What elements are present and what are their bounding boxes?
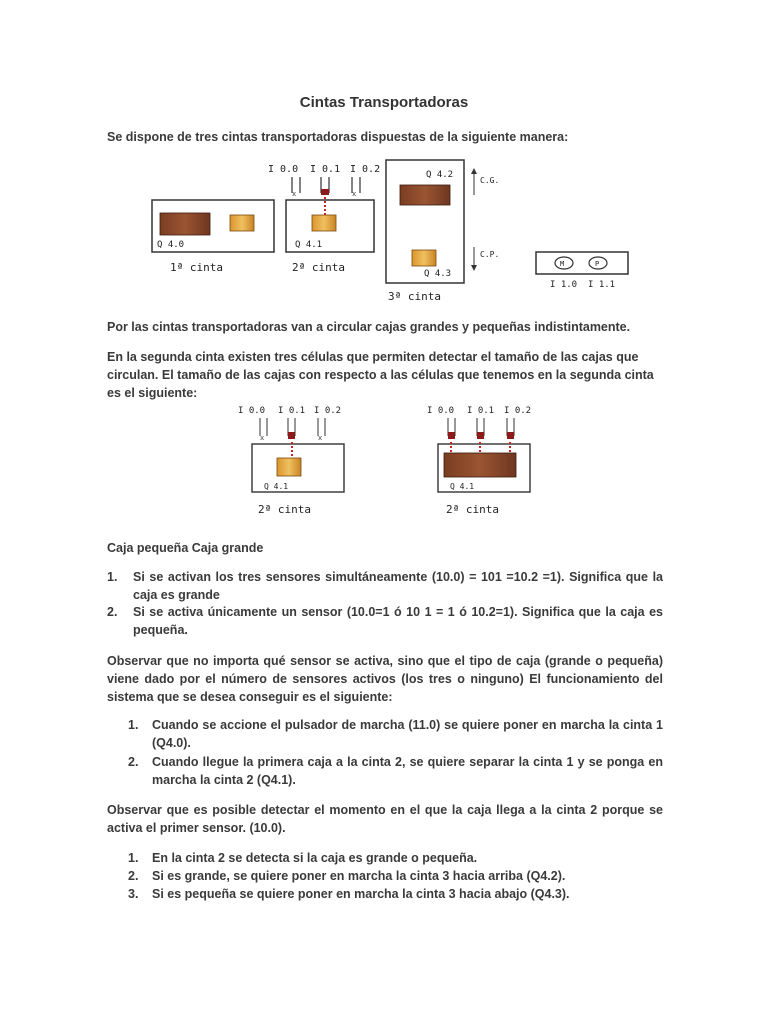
fig2-big-belt-label: 2ª cinta [446, 503, 499, 516]
paragraph-cells: En la segunda cinta existen tres células que permiten detectar el tamaño de las cajas que circulan. El tamaño de las cajas con respecto a las células que tenemos en la segunda cinta es el siguiente: [107, 350, 654, 400]
small-box [277, 458, 301, 476]
cp-label: C.P. [480, 250, 500, 259]
fig2-big-output: Q 4.1 [450, 482, 475, 491]
big-box [160, 213, 210, 235]
belt1-output-label: Q 4.0 [157, 240, 185, 250]
svg-text:x: x [260, 434, 265, 442]
small-box [412, 250, 436, 266]
belt3-label: 3ª cinta [388, 290, 441, 303]
list-item: 1. Si se activan los tres sensores simultáneamente (10.0) = 101 =10.2 =1). Significa que la caja es grande [107, 570, 663, 602]
list-item: 3. Si es pequeña se quiere poner en marcha la cinta 3 hacia abajo (Q4.3). [128, 887, 570, 901]
start-button-label: M [560, 260, 565, 268]
small-box-case [238, 406, 344, 516]
fig2-sensor-label-i02: I 0.2 [314, 406, 342, 416]
box-size-diagram [230, 400, 550, 525]
big-box [444, 453, 516, 477]
sensor-label-i02: I 0.2 [350, 164, 381, 175]
list-item: 2. Cuando llegue la primera caja a la cinta 2, se quiere separar la cinta 1 y se ponga en marcha la cinta 2 (Q4.1). [128, 755, 663, 787]
paragraph-boxes: Por las cintas transportadoras van a circular cajas grandes y pequeñas indistintamente. [107, 320, 631, 334]
fig2b-sensor-label-i00: I 0.0 [427, 406, 455, 416]
fig2-small-belt-label: 2ª cinta [258, 503, 311, 516]
fig2b-sensor-label-i02: I 0.2 [504, 406, 532, 416]
list-item: 2. Si se activa únicamente un sensor (10.0=1 ó 10 1 = 1 ó 10.2=1). Significa que la caja es pequeña. [107, 605, 663, 637]
control-panel [536, 252, 628, 290]
page-title: Cintas Transportadoras [299, 94, 469, 111]
belt1-label: 1ª cinta [170, 261, 223, 274]
input-p-label: I 1.1 [588, 280, 616, 290]
small-box [312, 215, 336, 231]
sensor-i01 [321, 177, 329, 195]
list-item: 1. En la cinta 2 se detecta si la caja es grande o pequeña. [128, 851, 478, 865]
fig2b-sensor-label-i01: I 0.1 [467, 406, 495, 416]
big-box [400, 185, 450, 205]
paragraph-observe-sensor: Observar que no importa qué sensor se activa, sino que el tipo de caja (grande o pequeña) viene dado por el número de sensores activos (los tres o ninguno) El funcionamiento del sistema que se desea conseguir es el siguiente: [107, 654, 663, 704]
belt2-label: 2ª cinta [292, 261, 345, 274]
svg-text:x: x [352, 190, 357, 198]
svg-text:x: x [292, 190, 297, 198]
cg-label: C.G. [480, 176, 500, 185]
sensor-label-i01: I 0.1 [310, 164, 341, 175]
figure2-caption: Caja pequeña Caja grande [107, 541, 264, 555]
belt-3 [386, 160, 499, 303]
stop-button-label: P [595, 260, 600, 268]
list-item: 2. Si es grande, se quiere poner en marcha la cinta 3 hacia arriba (Q4.2). [128, 869, 566, 883]
sensor-i00 [292, 177, 300, 198]
belt-2 [268, 164, 380, 274]
belt2-output-label: Q 4.1 [295, 240, 323, 250]
big-box-case [427, 406, 531, 516]
belt3-up-output-label: Q 4.2 [426, 170, 454, 180]
input-m-label: I 1.0 [550, 280, 578, 290]
fig2-small-output: Q 4.1 [264, 482, 289, 491]
fig2-sensor-label-i00: I 0.0 [238, 406, 266, 416]
paragraph-observe-detect: Observar que es posible detectar el momento en el que la caja llega a la cinta 2 porque se activa el primer sensor. (10.0). [107, 803, 663, 835]
list-item: 1. Cuando se accione el pulsador de marcha (11.0) se quiere poner en marcha la cinta 1 (Q4.0). [128, 718, 663, 750]
belt3-down-output-label: Q 4.3 [424, 269, 452, 279]
belt-1 [152, 200, 274, 274]
small-box [230, 215, 254, 231]
sensor-i02 [352, 177, 360, 198]
fig2-sensor-label-i01: I 0.1 [278, 406, 306, 416]
sensor-label-i00: I 0.0 [268, 164, 299, 175]
intro-paragraph: Se dispone de tres cintas transportadoras dispuestas de la siguiente manera: [107, 130, 569, 144]
svg-text:x: x [318, 434, 323, 442]
conveyor-layout-diagram [140, 155, 640, 310]
